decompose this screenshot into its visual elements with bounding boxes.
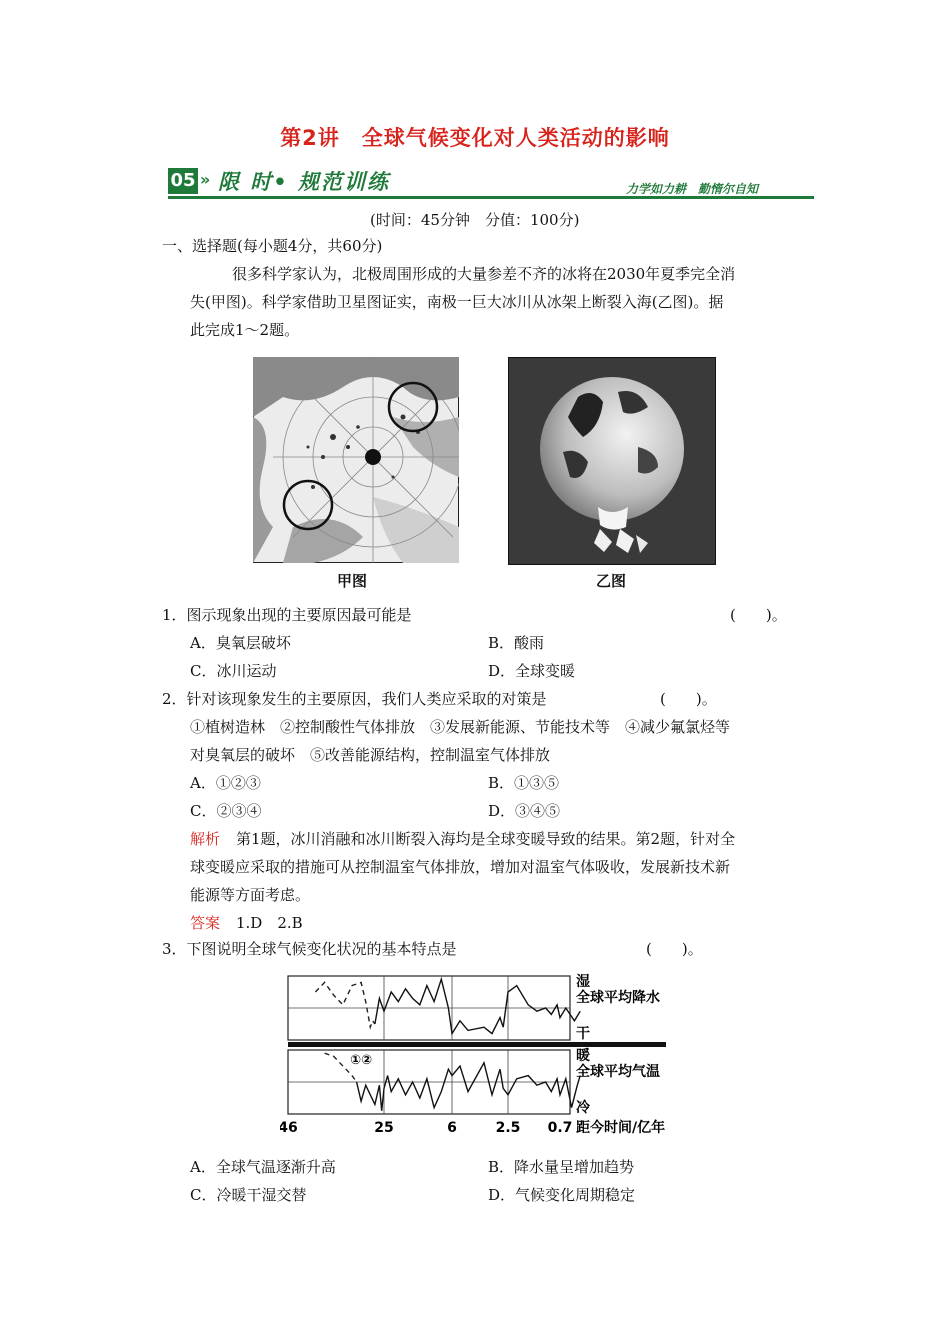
series-top-label: 暖 bbox=[576, 1048, 590, 1064]
series-name-label: 全球平均气温 bbox=[576, 1064, 660, 1080]
banner-motto: 力学如力耕 勤惰尔自知 bbox=[626, 182, 759, 196]
banner-divider bbox=[168, 196, 814, 199]
x-tick-label: 0.7 bbox=[547, 1120, 573, 1136]
climate-chart bbox=[280, 968, 700, 1148]
x-tick-label: 46 bbox=[280, 1120, 298, 1136]
page-title: 第2讲 全球气候变化对人类活动的影响 bbox=[280, 126, 670, 150]
q1-answer-bracket: ( )。 bbox=[730, 606, 787, 624]
q3-option-d: D．气候变化周期稳定 bbox=[488, 1186, 636, 1204]
intro-line-3: 此完成1～2题。 bbox=[190, 321, 300, 339]
series-line bbox=[375, 979, 580, 1033]
chevron-right-icon: » bbox=[200, 170, 211, 189]
q3-stem: 3．下图说明全球气候变化状况的基本特点是 bbox=[162, 940, 457, 958]
section-heading: 一、选择题(每小题4分，共60分) bbox=[162, 237, 383, 255]
series-top-label: 湿 bbox=[576, 974, 590, 990]
q1-option-c: C．冰川运动 bbox=[190, 662, 277, 680]
q2-answer-bracket: ( )。 bbox=[660, 690, 717, 708]
x-tick-label: 6 bbox=[447, 1120, 457, 1136]
q1-option-a: A．臭氧层破坏 bbox=[190, 634, 291, 652]
panel-separator-bar bbox=[288, 1042, 666, 1047]
answer-text: 1.D 2.B bbox=[236, 914, 303, 932]
analysis-line-2: 球变暖应采取的措施可从控制温室气体排放，增加对温室气体吸收，发展新技术新 bbox=[190, 858, 731, 876]
figure-caption-jia: 甲图 bbox=[337, 572, 368, 590]
x-tick-label: 25 bbox=[374, 1120, 394, 1136]
series-bottom-label: 冷 bbox=[576, 1100, 590, 1116]
figure-caption-yi: 乙图 bbox=[596, 572, 627, 590]
q3-option-a: A．全球气温逐渐升高 bbox=[190, 1158, 336, 1176]
q2-line-2: 对臭氧层的破坏 ⑤改善能源结构，控制温室气体排放 bbox=[190, 746, 551, 764]
exam-meta: (时间：45分钟 分值：100分) bbox=[370, 211, 580, 229]
analysis-line-3: 能源等方面考虑。 bbox=[190, 886, 311, 904]
intro-line-1: 很多科学家认为，北极周围形成的大量参差不齐的冰将在2030年夏季完全消 bbox=[232, 265, 736, 283]
series-line bbox=[357, 1063, 581, 1111]
q2-stem: 2．针对该现象发生的主要原因，我们人类应采取的对策是 bbox=[162, 690, 547, 708]
chart-marker: ①② bbox=[350, 1053, 373, 1068]
banner-title: 限 时• 规范训练 bbox=[218, 170, 391, 194]
arctic-satellite-map-icon bbox=[253, 357, 459, 563]
q1-option-d: D．全球变暖 bbox=[488, 662, 576, 680]
q1-option-b: B．酸雨 bbox=[488, 634, 545, 652]
intro-line-2: 失(甲图)。科学家借助卫星图证实，南极一巨大冰川从冰架上断裂入海(乙图)。据 bbox=[190, 293, 724, 311]
analysis-label: 解析 bbox=[190, 830, 221, 848]
answer-label: 答案 bbox=[190, 914, 221, 932]
q2-option-c: C．②③④ bbox=[190, 802, 262, 820]
analysis-line-1: 第1题，冰川消融和冰川断裂入海均是全球变暖导致的结果。第2题，针对全 bbox=[236, 830, 736, 848]
x-tick-label: 2.5 bbox=[495, 1120, 521, 1136]
q3-option-c: C．冷暖干湿交替 bbox=[190, 1186, 307, 1204]
chart-labels bbox=[280, 973, 665, 1136]
x-axis-label: 距今时间/亿年 bbox=[576, 1120, 666, 1136]
q3-option-b: B．降水量呈增加趋势 bbox=[488, 1158, 635, 1176]
section-badge: 05 bbox=[168, 168, 198, 194]
q3-answer-bracket: ( )。 bbox=[646, 940, 703, 958]
q2-option-b: B．①③⑤ bbox=[488, 774, 560, 792]
q2-line-1: ①植树造林 ②控制酸性气体排放 ③发展新能源、节能技术等 ④减少氟氯烃等 bbox=[190, 718, 731, 736]
q2-option-a: A．①②③ bbox=[190, 774, 261, 792]
globe-iceberg-icon bbox=[508, 357, 716, 565]
series-name-label: 全球平均降水 bbox=[576, 990, 660, 1006]
series-bottom-label: 干 bbox=[576, 1026, 590, 1042]
q1-stem: 1．图示现象出现的主要原因最可能是 bbox=[162, 606, 412, 624]
series-dashed-line bbox=[315, 982, 375, 1027]
q2-option-d: D．③④⑤ bbox=[488, 802, 561, 820]
